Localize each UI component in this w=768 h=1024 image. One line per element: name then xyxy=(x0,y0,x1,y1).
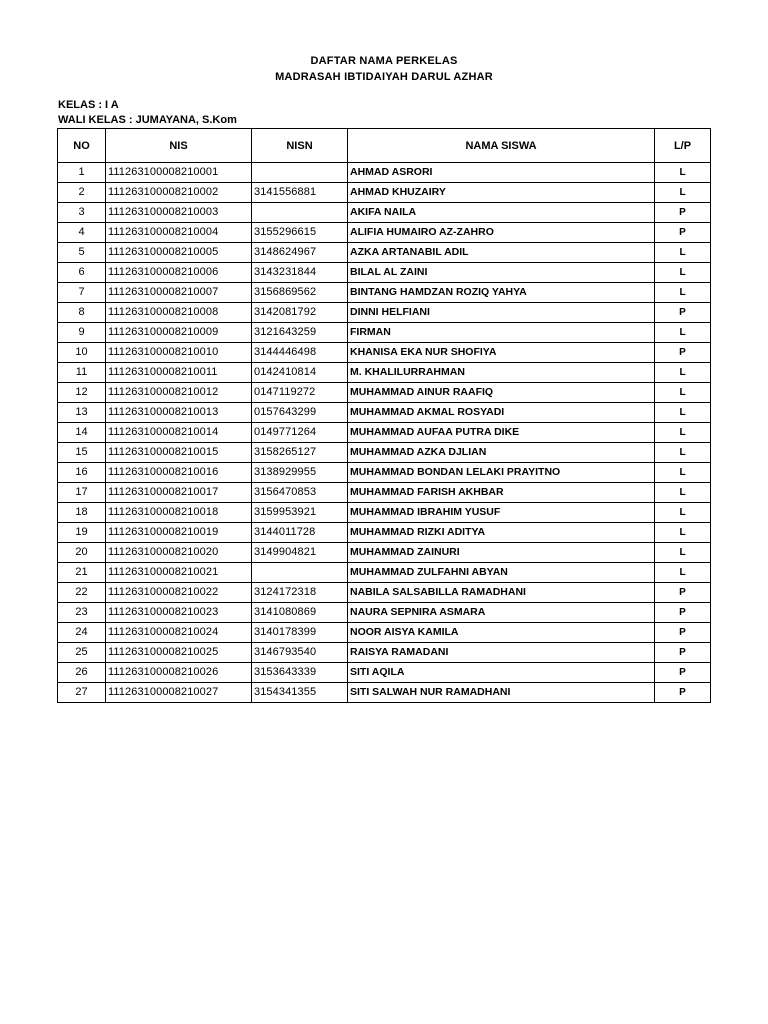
cell-nis: 111263100008210006 xyxy=(106,263,252,283)
cell-nisn: 0149771264 xyxy=(252,423,348,443)
cell-gender: L xyxy=(655,163,711,183)
table-row xyxy=(58,543,711,563)
cell-nisn: 3154341355 xyxy=(252,683,348,703)
cell-no: 14 xyxy=(58,423,106,443)
cell-gender: P xyxy=(655,583,711,603)
cell-no: 27 xyxy=(58,683,106,703)
cell-no: 8 xyxy=(58,303,106,323)
cell-nisn: 3153643339 xyxy=(252,663,348,683)
cell-student-name: MUHAMMAD AINUR RAAFIQ xyxy=(348,383,655,403)
cell-nis: 111263100008210008 xyxy=(106,303,252,323)
cell-gender: L xyxy=(655,243,711,263)
cell-nis: 111263100008210025 xyxy=(106,643,252,663)
table-row xyxy=(58,323,711,343)
cell-gender: L xyxy=(655,383,711,403)
cell-student-name: MUHAMMAD AKMAL ROSYADI xyxy=(348,403,655,423)
cell-nis: 111263100008210023 xyxy=(106,603,252,623)
cell-no: 13 xyxy=(58,403,106,423)
column-header-nama-siswa: NAMA SISWA xyxy=(348,129,655,163)
cell-nis: 111263100008210003 xyxy=(106,203,252,223)
cell-student-name: AHMAD ASRORI xyxy=(348,163,655,183)
cell-student-name: BILAL AL ZAINI xyxy=(348,263,655,283)
cell-nisn: 3144011728 xyxy=(252,523,348,543)
cell-no: 11 xyxy=(58,363,106,383)
cell-nisn: 3141556881 xyxy=(252,183,348,203)
cell-no: 2 xyxy=(58,183,106,203)
cell-student-name: AZKA ARTANABIL ADIL xyxy=(348,243,655,263)
cell-no: 16 xyxy=(58,463,106,483)
cell-no: 3 xyxy=(58,203,106,223)
table-row xyxy=(58,343,711,363)
cell-gender: L xyxy=(655,463,711,483)
cell-gender: P xyxy=(655,683,711,703)
cell-nis: 111263100008210011 xyxy=(106,363,252,383)
cell-student-name: SITI AQILA xyxy=(348,663,655,683)
cell-nisn: 3146793540 xyxy=(252,643,348,663)
cell-gender: L xyxy=(655,183,711,203)
cell-gender: P xyxy=(655,303,711,323)
cell-nis: 111263100008210020 xyxy=(106,543,252,563)
cell-student-name: MUHAMMAD IBRAHIM YUSUF xyxy=(348,503,655,523)
table-row xyxy=(58,463,711,483)
homeroom-teacher-label: WALI KELAS : JUMAYANA, S.Kom xyxy=(58,114,237,126)
cell-no: 22 xyxy=(58,583,106,603)
cell-student-name: BINTANG HAMDZAN ROZIQ YAHYA xyxy=(348,283,655,303)
table-row xyxy=(58,203,711,223)
cell-student-name: NOOR AISYA KAMILA xyxy=(348,623,655,643)
cell-nisn: 3155296615 xyxy=(252,223,348,243)
cell-nisn: 0157643299 xyxy=(252,403,348,423)
cell-no: 4 xyxy=(58,223,106,243)
cell-no: 9 xyxy=(58,323,106,343)
cell-student-name: MUHAMMAD ZAINURI xyxy=(348,543,655,563)
cell-no: 25 xyxy=(58,643,106,663)
cell-gender: P xyxy=(655,603,711,623)
cell-nisn: 0142410814 xyxy=(252,363,348,383)
cell-student-name: MUHAMMAD AZKA DJLIAN xyxy=(348,443,655,463)
column-header-nis: NIS xyxy=(106,129,252,163)
cell-student-name: M. KHALILURRAHMAN xyxy=(348,363,655,383)
cell-nis: 111263100008210022 xyxy=(106,583,252,603)
table-row xyxy=(58,303,711,323)
cell-nis: 111263100008210019 xyxy=(106,523,252,543)
cell-gender: P xyxy=(655,343,711,363)
cell-nisn: 3138929955 xyxy=(252,463,348,483)
table-row xyxy=(58,363,711,383)
cell-no: 26 xyxy=(58,663,106,683)
cell-nisn: 3149904821 xyxy=(252,543,348,563)
cell-nisn xyxy=(252,163,348,183)
table-row xyxy=(58,643,711,663)
cell-nisn: 3141080869 xyxy=(252,603,348,623)
cell-no: 10 xyxy=(58,343,106,363)
table-row xyxy=(58,403,711,423)
table-row xyxy=(58,663,711,683)
cell-no: 20 xyxy=(58,543,106,563)
cell-student-name: FIRMAN xyxy=(348,323,655,343)
document-title: DAFTAR NAMA PERKELAS xyxy=(310,55,458,67)
table-row xyxy=(58,163,711,183)
cell-nis: 111263100008210002 xyxy=(106,183,252,203)
cell-gender: P xyxy=(655,623,711,643)
cell-nisn: 3156869562 xyxy=(252,283,348,303)
cell-nis: 111263100008210009 xyxy=(106,323,252,343)
cell-gender: P xyxy=(655,643,711,663)
cell-nis: 111263100008210018 xyxy=(106,503,252,523)
cell-nisn: 3148624967 xyxy=(252,243,348,263)
cell-nisn: 0147119272 xyxy=(252,383,348,403)
cell-student-name: SITI SALWAH NUR RAMADHANI xyxy=(348,683,655,703)
table-row xyxy=(58,223,711,243)
cell-student-name: MUHAMMAD ZULFAHNI ABYAN xyxy=(348,563,655,583)
cell-nisn xyxy=(252,563,348,583)
cell-nis: 111263100008210013 xyxy=(106,403,252,423)
column-header-nisn: NISN xyxy=(252,129,348,163)
cell-nisn: 3158265127 xyxy=(252,443,348,463)
cell-gender: L xyxy=(655,423,711,443)
table-row xyxy=(58,243,711,263)
cell-student-name: MUHAMMAD FARISH AKHBAR xyxy=(348,483,655,503)
table-row xyxy=(58,523,711,543)
cell-no: 1 xyxy=(58,163,106,183)
table-row xyxy=(58,503,711,523)
cell-no: 18 xyxy=(58,503,106,523)
table-row xyxy=(58,443,711,463)
cell-student-name: MUHAMMAD AUFAA PUTRA DIKE xyxy=(348,423,655,443)
school-name: MADRASAH IBTIDAIYAH DARUL AZHAR xyxy=(275,71,493,83)
cell-nisn: 3140178399 xyxy=(252,623,348,643)
cell-nis: 111263100008210004 xyxy=(106,223,252,243)
cell-no: 24 xyxy=(58,623,106,643)
cell-gender: P xyxy=(655,203,711,223)
cell-gender: L xyxy=(655,563,711,583)
cell-gender: L xyxy=(655,323,711,343)
cell-gender: P xyxy=(655,663,711,683)
cell-nis: 111263100008210014 xyxy=(106,423,252,443)
column-header-lp: L/P xyxy=(655,129,711,163)
cell-nisn: 3144446498 xyxy=(252,343,348,363)
table-row xyxy=(58,623,711,643)
cell-no: 17 xyxy=(58,483,106,503)
table-row xyxy=(58,283,711,303)
table-header-row xyxy=(58,129,711,163)
cell-nis: 111263100008210017 xyxy=(106,483,252,503)
cell-student-name: DINNI HELFIANI xyxy=(348,303,655,323)
cell-student-name: NAURA SEPNIRA ASMARA xyxy=(348,603,655,623)
cell-gender: L xyxy=(655,543,711,563)
cell-no: 12 xyxy=(58,383,106,403)
cell-nis: 111263100008210010 xyxy=(106,343,252,363)
cell-gender: L xyxy=(655,283,711,303)
cell-nisn: 3142081792 xyxy=(252,303,348,323)
cell-student-name: AHMAD KHUZAIRY xyxy=(348,183,655,203)
table-row xyxy=(58,683,711,703)
cell-student-name: NABILA SALSABILLA RAMADHANI xyxy=(348,583,655,603)
class-label: KELAS : I A xyxy=(58,99,119,111)
table-body xyxy=(58,163,711,703)
table-row xyxy=(58,563,711,583)
cell-gender: P xyxy=(655,223,711,243)
cell-nis: 111263100008210005 xyxy=(106,243,252,263)
table-row xyxy=(58,263,711,283)
cell-student-name: RAISYA RAMADANI xyxy=(348,643,655,663)
cell-gender: L xyxy=(655,443,711,463)
cell-nis: 111263100008210012 xyxy=(106,383,252,403)
cell-nis: 111263100008210016 xyxy=(106,463,252,483)
cell-gender: L xyxy=(655,483,711,503)
cell-nis: 111263100008210024 xyxy=(106,623,252,643)
table-row xyxy=(58,383,711,403)
cell-no: 7 xyxy=(58,283,106,303)
cell-student-name: KHANISA EKA NUR SHOFIYA xyxy=(348,343,655,363)
cell-gender: L xyxy=(655,263,711,283)
cell-nisn: 3156470853 xyxy=(252,483,348,503)
cell-no: 19 xyxy=(58,523,106,543)
cell-gender: L xyxy=(655,503,711,523)
cell-nisn: 3121643259 xyxy=(252,323,348,343)
cell-nis: 111263100008210001 xyxy=(106,163,252,183)
cell-gender: L xyxy=(655,523,711,543)
cell-nisn: 3143231844 xyxy=(252,263,348,283)
cell-nis: 111263100008210026 xyxy=(106,663,252,683)
column-header-no: NO xyxy=(58,129,106,163)
cell-student-name: MUHAMMAD BONDAN LELAKI PRAYITNO xyxy=(348,463,655,483)
cell-no: 6 xyxy=(58,263,106,283)
cell-nis: 111263100008210015 xyxy=(106,443,252,463)
cell-nisn: 3124172318 xyxy=(252,583,348,603)
cell-gender: L xyxy=(655,363,711,383)
student-table xyxy=(57,128,711,703)
cell-nisn xyxy=(252,203,348,223)
cell-student-name: ALIFIA HUMAIRO AZ-ZAHRO xyxy=(348,223,655,243)
cell-nis: 111263100008210027 xyxy=(106,683,252,703)
cell-no: 5 xyxy=(58,243,106,263)
cell-no: 23 xyxy=(58,603,106,623)
table-row xyxy=(58,483,711,503)
table-row xyxy=(58,423,711,443)
cell-no: 21 xyxy=(58,563,106,583)
cell-nis: 111263100008210007 xyxy=(106,283,252,303)
cell-student-name: AKIFA NAILA xyxy=(348,203,655,223)
cell-student-name: MUHAMMAD RIZKI ADITYA xyxy=(348,523,655,543)
cell-gender: L xyxy=(655,403,711,423)
cell-no: 15 xyxy=(58,443,106,463)
table-row xyxy=(58,583,711,603)
table-row xyxy=(58,183,711,203)
cell-nisn: 3159953921 xyxy=(252,503,348,523)
table-row xyxy=(58,603,711,623)
cell-nis: 111263100008210021 xyxy=(106,563,252,583)
